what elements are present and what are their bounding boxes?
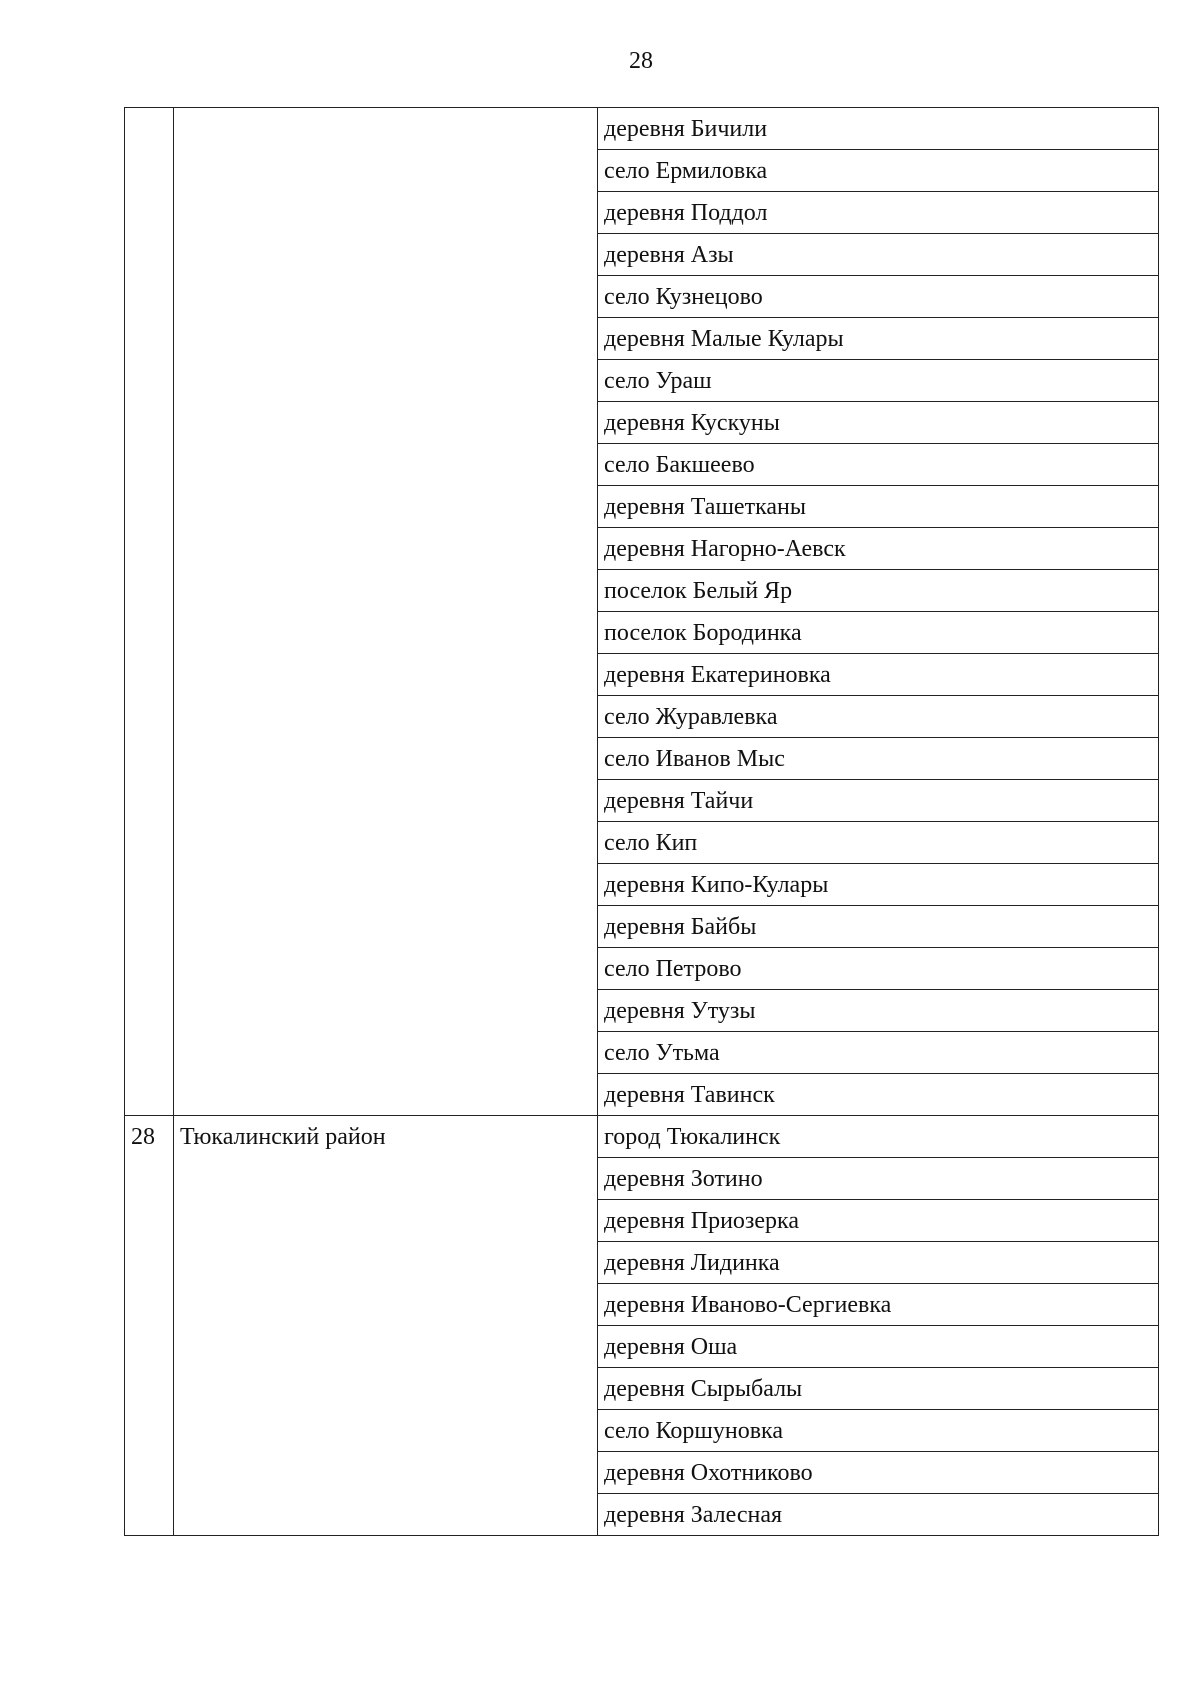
settlement-name-cell: деревня Залесная <box>598 1494 1159 1536</box>
settlement-name-cell: деревня Утузы <box>598 990 1159 1032</box>
settlement-name-cell: село Кузнецово <box>598 276 1159 318</box>
settlement-name-cell: село Кип <box>598 822 1159 864</box>
settlement-name-cell: село Утьма <box>598 1032 1159 1074</box>
settlement-name-cell: село Иванов Мыс <box>598 738 1159 780</box>
settlement-name-cell: деревня Екатериновка <box>598 654 1159 696</box>
settlement-name-cell: деревня Зотино <box>598 1158 1159 1200</box>
settlement-name-cell: село Бакшеево <box>598 444 1159 486</box>
settlement-name-cell: деревня Тайчи <box>598 780 1159 822</box>
settlement-name-cell: деревня Сырыбалы <box>598 1368 1159 1410</box>
settlement-name-cell: деревня Оша <box>598 1326 1159 1368</box>
page-number: 28 <box>629 48 653 74</box>
settlement-name-cell: село Петрово <box>598 948 1159 990</box>
table-row <box>125 1116 1159 1158</box>
settlement-name-cell: деревня Лидинка <box>598 1242 1159 1284</box>
settlement-name-cell: деревня Азы <box>598 234 1159 276</box>
settlement-name-cell: деревня Тавинск <box>598 1074 1159 1116</box>
settlement-name-cell: деревня Малые Кулары <box>598 318 1159 360</box>
settlement-name-cell: деревня Кускуны <box>598 402 1159 444</box>
settlement-name-cell: поселок Белый Яр <box>598 570 1159 612</box>
settlement-name-cell: деревня Иваново-Сергиевка <box>598 1284 1159 1326</box>
table-row <box>125 108 1159 150</box>
district-number-cell <box>125 108 174 1116</box>
district-name-cell: Тюкалинский район <box>174 1116 598 1536</box>
settlement-name-cell: деревня Ташетканы <box>598 486 1159 528</box>
settlement-name-cell: город Тюкалинск <box>598 1116 1159 1158</box>
settlement-name-cell: деревня Бичили <box>598 108 1159 150</box>
settlement-name-cell: село Ермиловка <box>598 150 1159 192</box>
settlement-name-cell: село Ураш <box>598 360 1159 402</box>
settlement-name-cell: деревня Байбы <box>598 906 1159 948</box>
settlement-name-cell: деревня Поддол <box>598 192 1159 234</box>
settlement-name-cell: село Коршуновка <box>598 1410 1159 1452</box>
settlement-name-cell: деревня Кипо-Кулары <box>598 864 1159 906</box>
settlements-table <box>124 107 1159 1536</box>
settlement-name-cell: деревня Приозерка <box>598 1200 1159 1242</box>
settlement-name-cell: поселок Бородинка <box>598 612 1159 654</box>
district-name-cell <box>174 108 598 1116</box>
district-number-cell: 28 <box>125 1116 174 1536</box>
settlement-name-cell: село Журавлевка <box>598 696 1159 738</box>
settlements-table-body <box>125 108 1159 1536</box>
settlement-name-cell: деревня Охотниково <box>598 1452 1159 1494</box>
settlement-name-cell: деревня Нагорно-Аевск <box>598 528 1159 570</box>
